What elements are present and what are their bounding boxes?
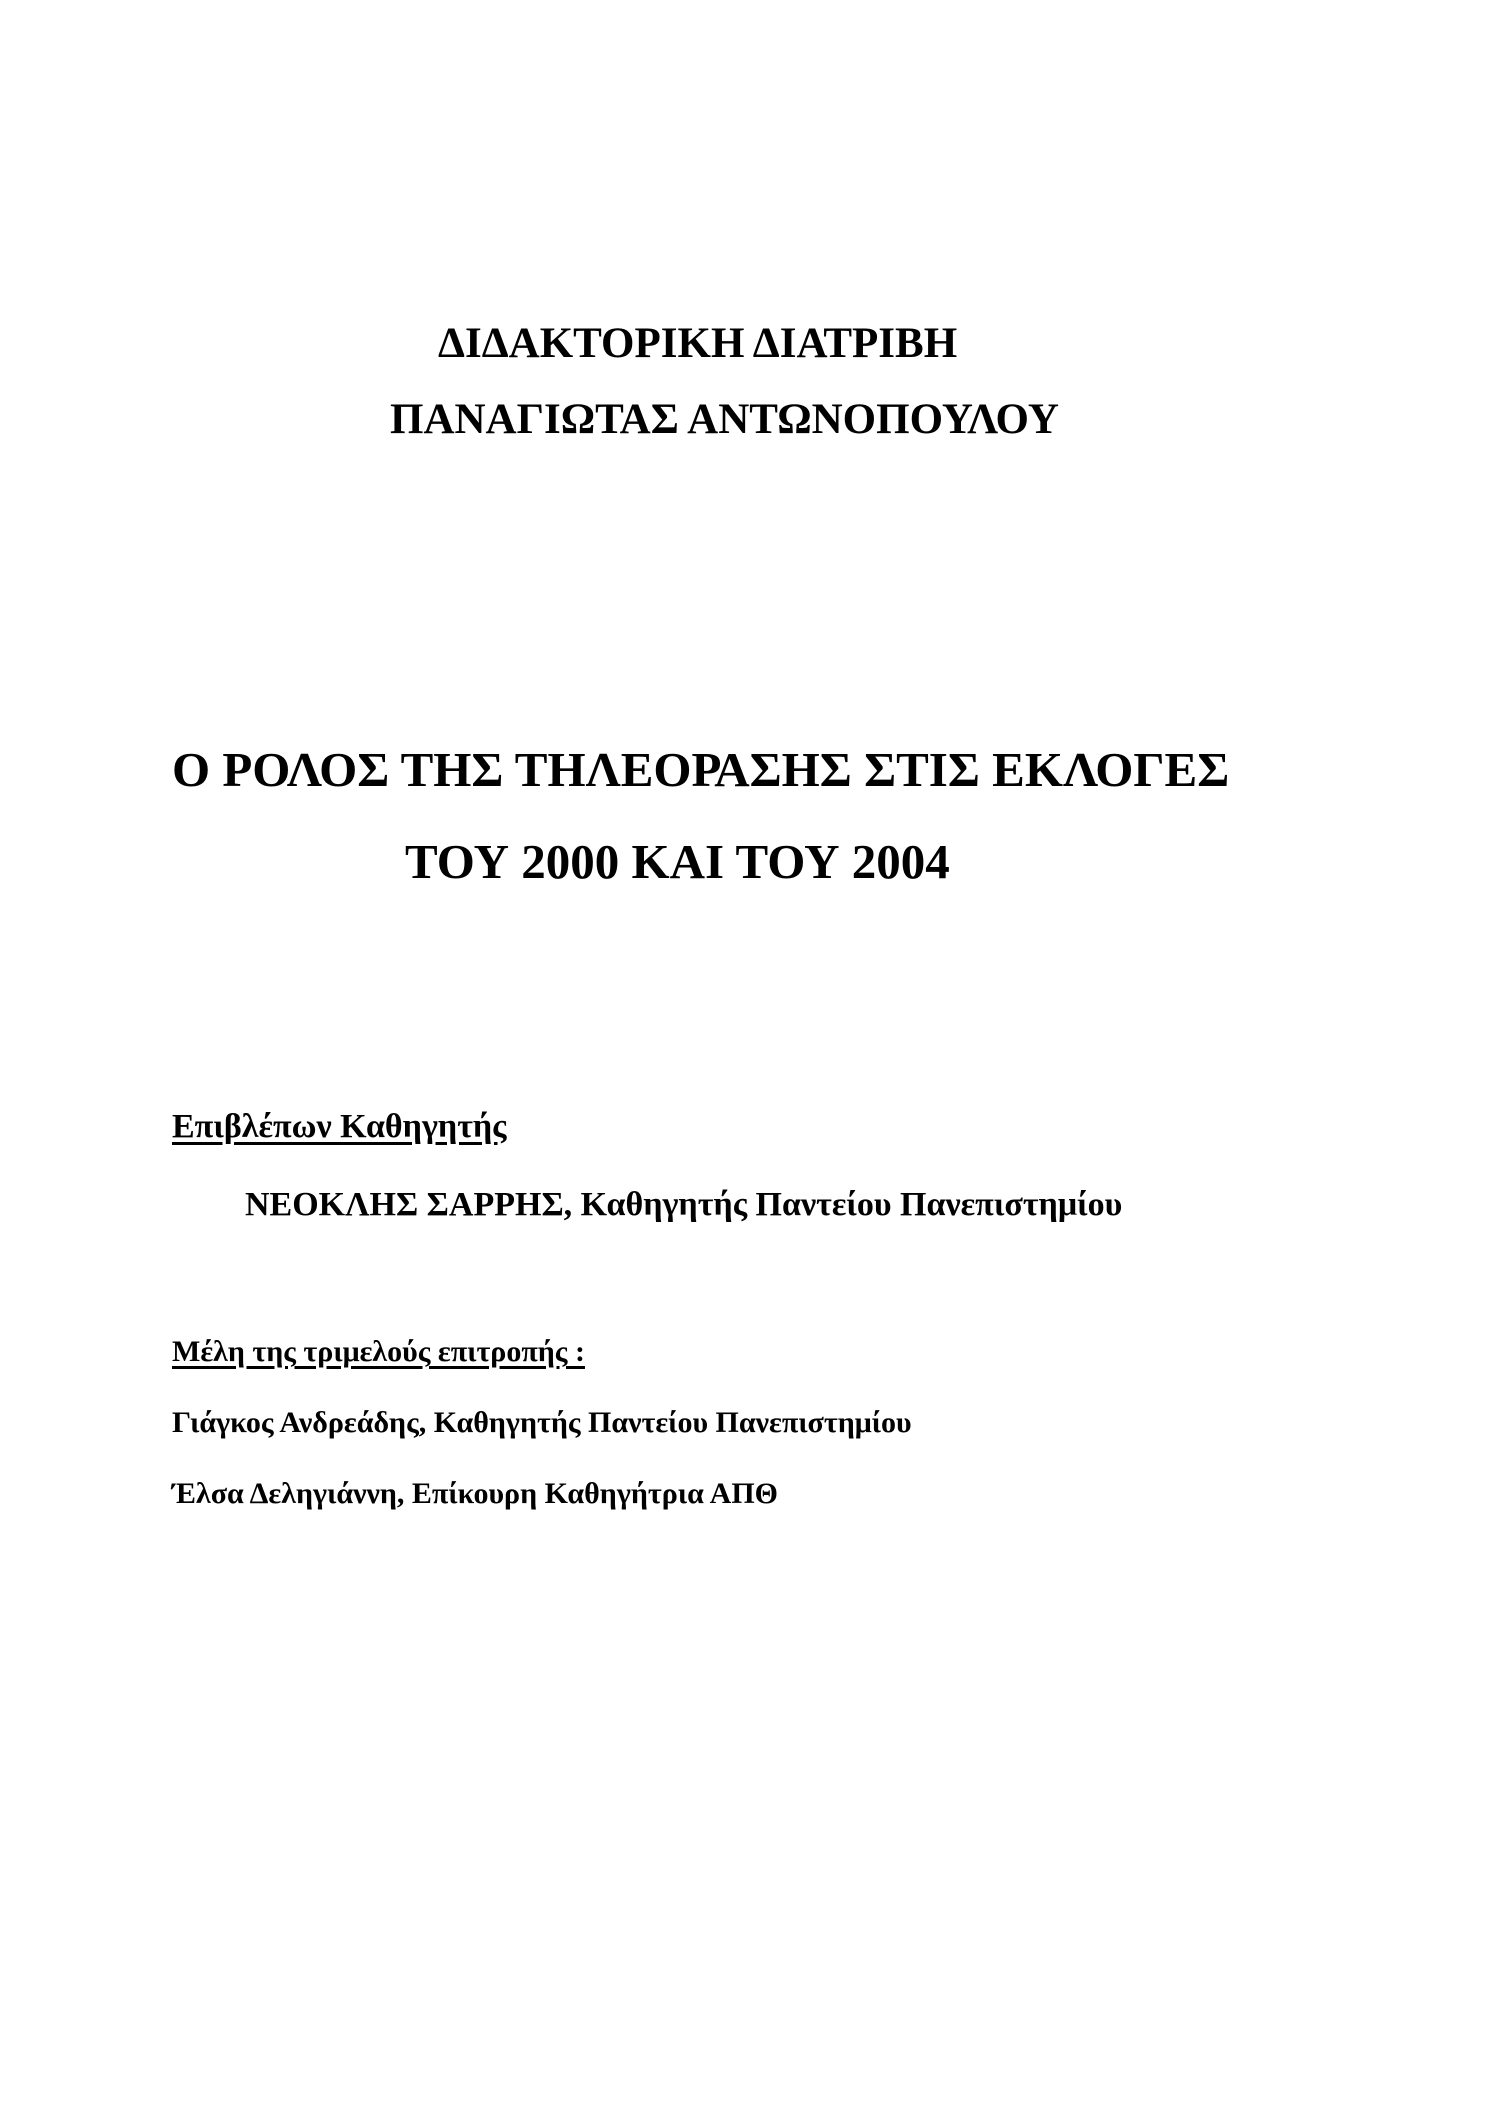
committee-member: Γιάγκος Ανδρεάδης, Καθηγητής Παντείου Πανεπιστημίου	[172, 1406, 912, 1439]
supervisor-name: ΝΕΟΚΛΗΣ ΣΑΡΡΗΣ, Καθηγητής Παντείου Πανεπιστημίου	[245, 1186, 1123, 1223]
document-type: ΔΙΔΑΚΤΟΡΙΚΗ ΔΙΑΤΡΙΒΗ	[438, 320, 958, 367]
committee-heading: Μέλη της τριμελούς επιτροπής :	[172, 1335, 585, 1368]
committee-member: Έλσα Δεληγιάννη, Επίκουρη Καθηγήτρια ΑΠΘ	[172, 1477, 779, 1510]
supervisor-heading: Επιβλέπων Καθηγητής	[172, 1108, 507, 1145]
thesis-title-line-2: ΤΟΥ 2000 ΚΑΙ ΤΟΥ 2004	[405, 834, 950, 889]
thesis-title-line-1: Ο ΡΟΛΟΣ ΤΗΣ ΤΗΛΕΟΡΑΣΗΣ ΣΤΙΣ ΕΚΛΟΓΕΣ	[172, 742, 1230, 797]
author-name: ΠΑΝΑΓΙΩΤΑΣ ΑΝΤΩΝΟΠΟΥΛΟΥ	[390, 396, 1059, 443]
